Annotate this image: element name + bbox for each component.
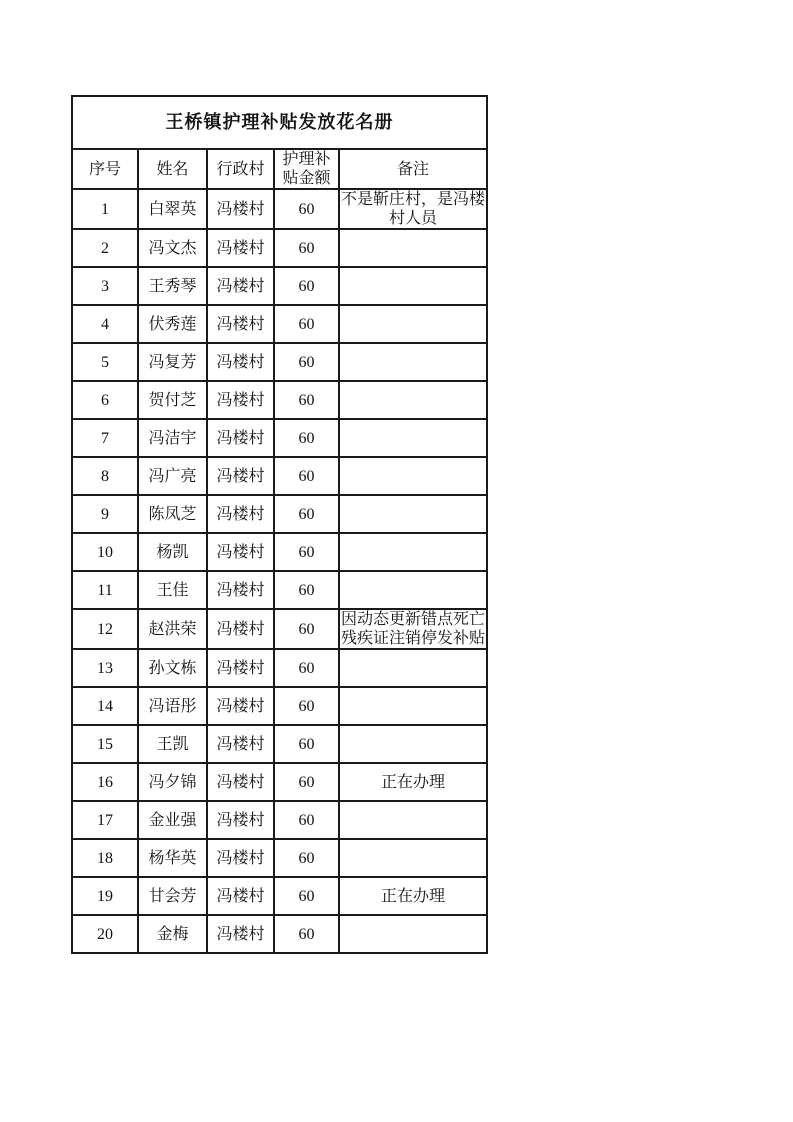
table-row [72,267,487,305]
cell-village: 冯楼村 [207,687,274,725]
table-row [72,725,487,763]
cell-village: 冯楼村 [207,649,274,687]
cell-village: 冯楼村 [207,229,274,267]
cell-serial: 19 [72,877,138,915]
cell-amount: 60 [274,649,339,687]
cell-amount: 60 [274,229,339,267]
cell-serial: 1 [72,189,138,229]
cell-remark [339,649,487,687]
cell-serial: 9 [72,495,138,533]
cell-name: 冯夕锦 [138,763,207,801]
cell-remark: 正在办理 [339,877,487,915]
cell-village: 冯楼村 [207,189,274,229]
cell-amount: 60 [274,533,339,571]
cell-serial: 10 [72,533,138,571]
cell-amount: 60 [274,495,339,533]
cell-serial: 16 [72,763,138,801]
header-row [72,149,487,189]
cell-village: 冯楼村 [207,609,274,649]
cell-amount: 60 [274,457,339,495]
cell-serial: 7 [72,419,138,457]
cell-amount: 60 [274,267,339,305]
table-row [72,419,487,457]
cell-village: 冯楼村 [207,495,274,533]
cell-name: 冯语彤 [138,687,207,725]
cell-name: 金业强 [138,801,207,839]
table-row [72,495,487,533]
cell-name: 孙文栋 [138,649,207,687]
cell-name: 杨凯 [138,533,207,571]
cell-amount: 60 [274,189,339,229]
cell-serial: 11 [72,571,138,609]
cell-remark [339,801,487,839]
cell-remark [339,267,487,305]
table-row [72,381,487,419]
cell-village: 冯楼村 [207,763,274,801]
roster-sheet [71,95,488,954]
cell-serial: 8 [72,457,138,495]
column-header-remark: 备注 [339,149,487,189]
cell-amount: 60 [274,763,339,801]
roster-table [71,95,488,954]
table-row [72,687,487,725]
cell-amount: 60 [274,305,339,343]
table-row [72,839,487,877]
cell-village: 冯楼村 [207,571,274,609]
cell-name: 伏秀莲 [138,305,207,343]
cell-remark [339,229,487,267]
cell-amount: 60 [274,381,339,419]
table-row [72,877,487,915]
cell-amount: 60 [274,419,339,457]
cell-village: 冯楼村 [207,267,274,305]
cell-remark [339,495,487,533]
cell-name: 杨华英 [138,839,207,877]
cell-village: 冯楼村 [207,381,274,419]
cell-village: 冯楼村 [207,725,274,763]
cell-remark [339,533,487,571]
cell-remark [339,687,487,725]
table-row [72,189,487,229]
cell-name: 冯广亮 [138,457,207,495]
cell-amount: 60 [274,915,339,953]
cell-serial: 20 [72,915,138,953]
cell-serial: 5 [72,343,138,381]
cell-remark [339,915,487,953]
table-row [72,533,487,571]
cell-amount: 60 [274,609,339,649]
cell-name: 陈凤芝 [138,495,207,533]
column-header-amount: 护理补贴金额 [274,149,339,189]
cell-amount: 60 [274,801,339,839]
table-row [72,343,487,381]
table-row [72,609,487,649]
cell-amount: 60 [274,839,339,877]
cell-village: 冯楼村 [207,877,274,915]
cell-village: 冯楼村 [207,419,274,457]
column-header-name: 姓名 [138,149,207,189]
table-row [72,229,487,267]
table-row [72,571,487,609]
cell-remark [339,419,487,457]
cell-remark [339,839,487,877]
cell-name: 冯洁宇 [138,419,207,457]
cell-village: 冯楼村 [207,839,274,877]
cell-name: 王凯 [138,725,207,763]
cell-amount: 60 [274,877,339,915]
cell-serial: 2 [72,229,138,267]
cell-village: 冯楼村 [207,305,274,343]
table-title: 王桥镇护理补贴发放花名册 [72,96,487,149]
cell-village: 冯楼村 [207,915,274,953]
cell-amount: 60 [274,687,339,725]
cell-name: 贺付芝 [138,381,207,419]
table-row [72,915,487,953]
cell-name: 王秀琴 [138,267,207,305]
cell-amount: 60 [274,343,339,381]
column-header-serial: 序号 [72,149,138,189]
title-row [72,96,487,149]
cell-remark: 不是靳庄村，是冯楼村人员 [339,189,487,229]
cell-serial: 6 [72,381,138,419]
cell-remark [339,343,487,381]
cell-serial: 4 [72,305,138,343]
table-row [72,305,487,343]
table-row [72,649,487,687]
cell-serial: 17 [72,801,138,839]
cell-name: 冯复芳 [138,343,207,381]
cell-name: 赵洪荣 [138,609,207,649]
cell-remark [339,305,487,343]
cell-name: 甘会芳 [138,877,207,915]
cell-remark [339,725,487,763]
cell-remark [339,457,487,495]
cell-name: 白翠英 [138,189,207,229]
cell-name: 冯文杰 [138,229,207,267]
cell-remark: 正在办理 [339,763,487,801]
cell-village: 冯楼村 [207,801,274,839]
cell-name: 金梅 [138,915,207,953]
column-header-village: 行政村 [207,149,274,189]
cell-serial: 13 [72,649,138,687]
table-row [72,457,487,495]
cell-serial: 3 [72,267,138,305]
cell-village: 冯楼村 [207,533,274,571]
cell-village: 冯楼村 [207,343,274,381]
cell-remark [339,381,487,419]
roster-table-body [72,96,487,953]
table-row [72,801,487,839]
cell-village: 冯楼村 [207,457,274,495]
cell-amount: 60 [274,725,339,763]
cell-amount: 60 [274,571,339,609]
cell-remark [339,571,487,609]
table-row [72,763,487,801]
cell-serial: 14 [72,687,138,725]
cell-remark: 因动态更新错点死亡残疾证注销停发补贴 [339,609,487,649]
cell-serial: 15 [72,725,138,763]
cell-name: 王佳 [138,571,207,609]
cell-serial: 18 [72,839,138,877]
cell-serial: 12 [72,609,138,649]
